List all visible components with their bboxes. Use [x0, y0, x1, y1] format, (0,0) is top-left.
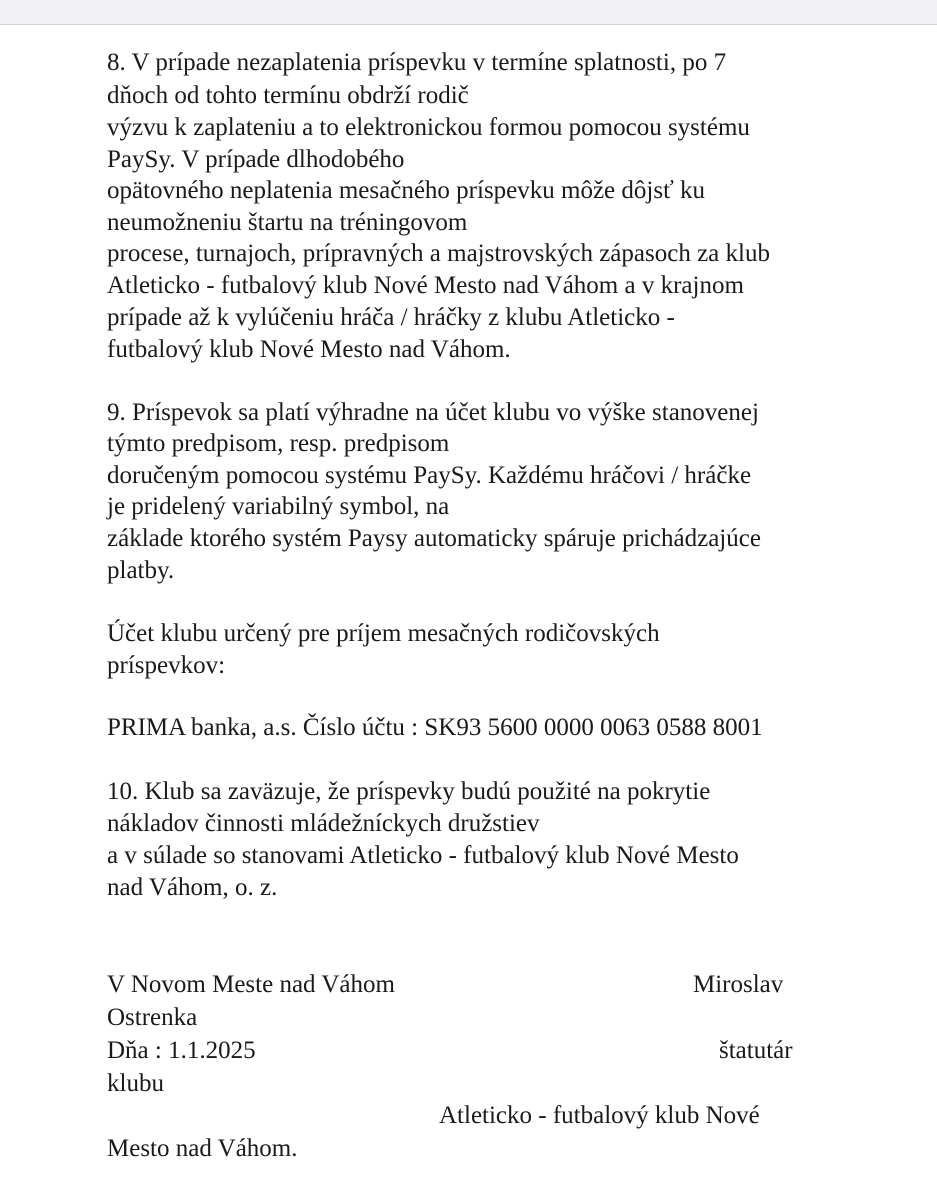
paragraph-8-line: neumožneniu štartu na tréningovom — [107, 209, 468, 236]
paragraph-8-line: PaySy. V prípade dlhodobého — [107, 146, 405, 173]
paragraph-8-line: futbalový klub Nové Mesto nad Váhom. — [107, 336, 511, 363]
paragraph-9-line: 9. Príspevok sa platí výhradne na účet klubu vo výške stanovenej — [107, 399, 759, 426]
paragraph-8-line: procese, turnajoch, prípravných a majstrovských zápasoch za klub — [107, 240, 770, 267]
signature-date: Dňa : 1.1.2025 — [107, 1037, 256, 1064]
paragraph-8-line: dňoch od tohto termínu obdrží rodič — [107, 82, 469, 109]
paragraph-8-line: Atleticko - futbalový klub Nové Mesto nad Váhom a v krajnom — [107, 272, 744, 299]
account-heading-line: Účet klubu určený pre príjem mesačných rodičovských — [107, 620, 660, 647]
paragraph-9-line: týmto predpisom, resp. predpisom — [107, 430, 450, 457]
paragraph-10-line: 10. Klub sa zaväzuje, že príspevky budú použité na pokrytie — [107, 778, 711, 805]
club-name: Atleticko - futbalový klub Nové — [439, 1102, 760, 1129]
paragraph-9-line: doručeným pomocou systému PaySy. Každému hráčovi / hráčke — [107, 462, 752, 489]
account-heading-line: príspevkov: — [107, 652, 226, 679]
signature-place: V Novom Meste nad Váhom — [107, 971, 395, 998]
signatory-first-name: Miroslav — [693, 971, 784, 998]
paragraph-10-line: a v súlade so stanovami Atleticko - futbalový klub Nové Mesto — [107, 842, 739, 869]
signatory-last-name: Ostrenka — [107, 1004, 198, 1031]
paragraph-9-line: základe ktorého systém Paysy automaticky spáruje prichádzajúce — [107, 525, 761, 552]
paragraph-10-line: nad Váhom, o. z. — [107, 874, 278, 901]
bank-account-line: PRIMA banka, a.s. Číslo účtu : SK93 5600 0000 0063 0588 8001 — [107, 714, 763, 741]
club-name-continued: Mesto nad Váhom. — [107, 1135, 298, 1162]
signatory-role-continued: klubu — [107, 1070, 164, 1097]
paragraph-8-line: výzvu k zaplateniu a to elektronickou formou pomocou systému — [107, 114, 750, 141]
paragraph-8-line: opätovného neplatenia mesačného príspevku môže dôjsť ku — [107, 177, 706, 204]
paragraph-8-line: 8. V prípade nezaplatenia príspevku v termíne splatnosti, po 7 — [107, 49, 727, 76]
paragraph-10-line: nákladov činnosti mládežníckych družstiev — [107, 810, 540, 837]
paragraph-9-line: je pridelený variabilný symbol, na — [107, 493, 450, 520]
paragraph-9-line: platby. — [107, 557, 175, 584]
signatory-role: štatutár — [719, 1037, 793, 1064]
paragraph-8-line: prípade až k vylúčeniu hráča / hráčky z klubu Atleticko - — [107, 304, 675, 331]
